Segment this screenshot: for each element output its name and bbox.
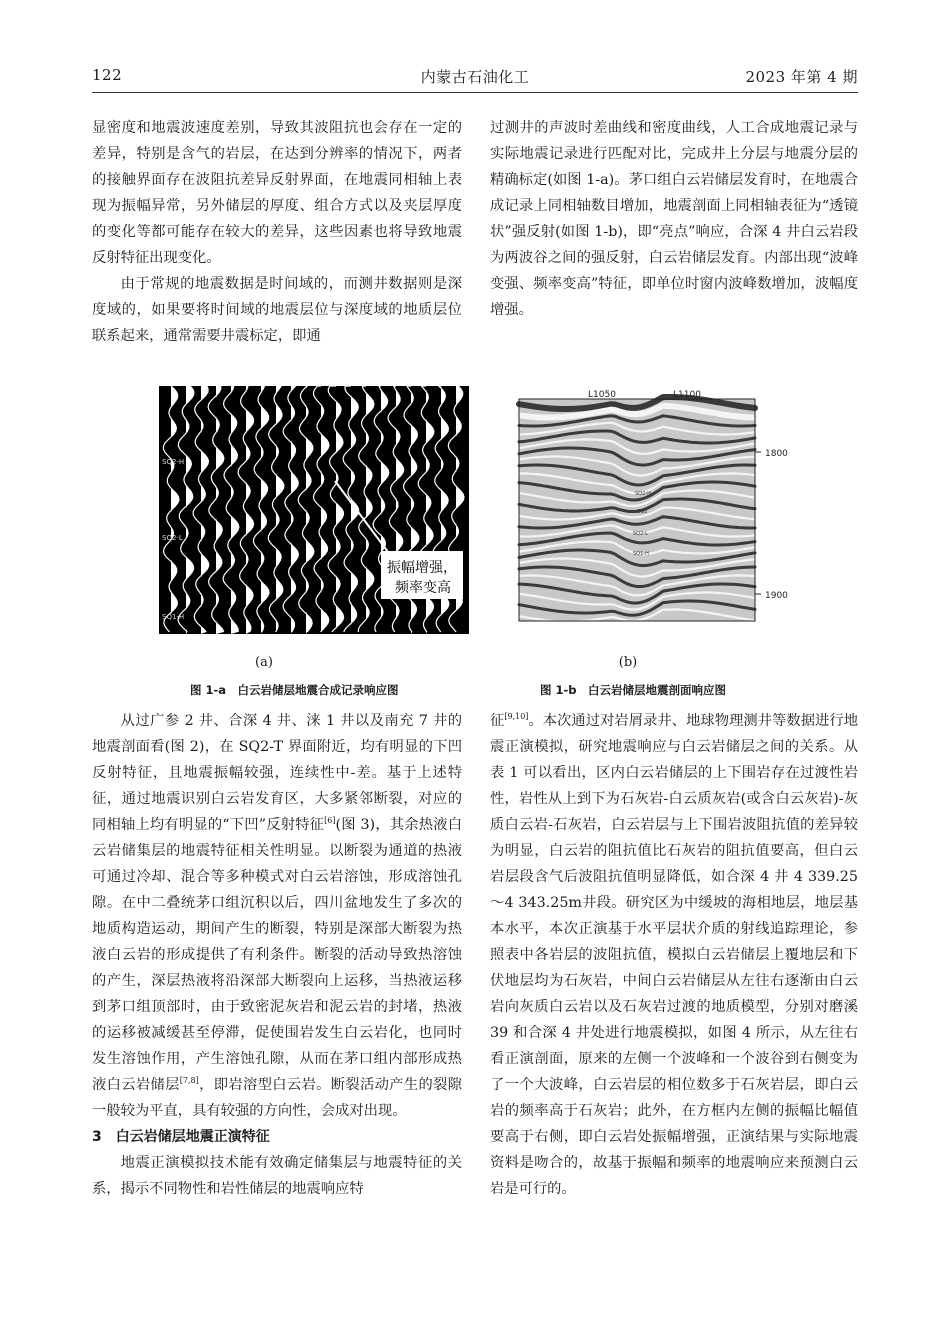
paragraph: 显密度和地震波速度差别，导致其波阻抗也会存在一定的差异，特别是含气的岩层，在达到分辨率的情况下，两者的接触界面存在波阻抗差异反射界面，在地震同相轴上表现为振幅异常，另外储层的厚度、组合方式以及夹层厚度的变化等都可能存在较大的差异，这些因素也将导致地震反射特征出现变化。: [92, 120, 462, 266]
bottom-right-column: [490, 708, 858, 1202]
figure-1a-sublabel: (a): [255, 655, 273, 670]
bottom-left-column: [92, 708, 462, 1202]
horizon-label: SQ1-H: [162, 613, 185, 621]
horizon-label: SQ2-L: [162, 534, 183, 542]
citation: [6]: [324, 816, 336, 826]
section-heading: 3 白云岩储层地震正演特征: [92, 1129, 270, 1145]
figure-1b-sublabel: (b): [618, 655, 638, 670]
header-rule: [92, 92, 858, 93]
issue-label: 2023 年第 4 期: [745, 68, 858, 86]
paragraph: 过测井的声波时差曲线和密度曲线，人工合成地震记录与实际地震记录进行匹配对比，完成井上分层与地震分层的精确标定(如图 1-a)。茅口组白云岩储层发育时，在地震合成记录上同相轴数目增加，地震剖面上同相轴表征为“透镜状”强反射(如图 1-b)，即“亮点”响应，合深 4 井白云岩段为两波谷之间的强反射，白云岩储层发育。内部出现“波峰变强、频率变高”特征，即单位时窗内波峰数增加，波幅度增强。: [490, 120, 858, 318]
horizon-label: SQ2-H: [162, 458, 185, 466]
citation: [9,10]: [504, 712, 529, 722]
journal-title: 内蒙古石油化工: [420, 68, 530, 86]
horizon-label: SQ2-L: [633, 531, 648, 537]
citation: [7,8]: [179, 1076, 199, 1086]
figure-1b-caption: 图 1-b 白云岩储层地震剖面响应图: [540, 683, 727, 697]
seismic-section-image: [513, 389, 798, 627]
top-left-column: [92, 115, 462, 349]
figure-1a: [159, 386, 469, 634]
horizon-label: SQ2-H: [635, 491, 651, 497]
line-label: L1050: [588, 390, 616, 400]
synthetic-seismogram-image: [159, 386, 469, 634]
top-right-column: [490, 115, 858, 323]
annotation-line: 振幅增强，: [387, 560, 457, 576]
time-label: 1900: [765, 591, 788, 601]
figure-1a-caption: 图 1-a 白云岩储层地震合成记录响应图: [190, 683, 399, 697]
horizon-label: SQ1-H: [633, 551, 649, 557]
paragraph: 由于常规的地震数据是时间域的，而测井数据则是深度域的，如果要将时间域的地震层位与深度域的地质层位联系起来，通常需要井震标定，即通: [92, 276, 462, 344]
figure-1b: [513, 389, 798, 627]
annotation-line: 频率变高: [395, 580, 451, 596]
page-number: 122: [92, 66, 123, 84]
paragraph: 从过广参 2 井、合深 4 井、涞 1 井以及南充 7 井的地震剖面看(图 2)，在 SQ2-T 界面附近，均有明显的下凹反射特征，且地震振幅较强，连续性中-差。基于上述特征，通过地震识别白云岩发育区，大多紧邻断裂，对应的同相轴上均有明显的“下凹”反射特征[6](图 3)，其余热液白云岩储集层的地震特征相关性明显。以断裂为通道的热液可通过冷却、混合等多种模式对白云岩溶蚀，形成溶蚀孔隙。在中二叠统茅口组沉积以后，四川盆地发生了多次的地质构造运动，期间产生的断裂，特别是深部大断裂为热液白云岩的形成提供了有利条件。断裂的活动导致热溶蚀的产生，深层热液将沿深部大断裂向上运移，当热液运移到茅口组顶部时，由于致密泥灰岩和泥云岩的封堵，热液的运移被减缓甚至停滞，促使围岩发生白云岩化，也同时发生溶蚀作用，产生溶蚀孔隙，从而在茅口组内部形成热液白云岩储层[7,8]，即岩溶型白云岩。断裂活动产生的裂隙一般较为平直，具有较强的方向性，会成对出现。: [92, 713, 463, 1119]
paragraph: 地震正演模拟技术能有效确定储集层与地震特征的关系，揭示不同物性和岩性储层的地震响应特: [92, 1155, 462, 1197]
line-label: L1100: [673, 390, 701, 400]
horizon-label: SQ2: [637, 509, 648, 515]
paragraph: 征[9,10]。本次通过对岩屑录井、地球物理测井等数据进行地震正演模拟，研究地震响应与白云岩储层之间的关系。从表 1 可以看出，区内白云岩储层的上下围岩存在过渡性岩性，岩性从上到下为石灰岩-白云质灰岩(或含白云灰岩)-灰质白云岩-石灰岩，白云岩层与上下围岩波阻抗值的差异较为明显，白云岩的阻抗值比石灰岩的阻抗值要高，但白云岩层段含气后波阻抗值明显降低，如合深 4 井 4 339.25～4 343.25m井段。研究区为中缓坡的海相地层，地层基本水平，本次正演基于水平层状介质的射线追踪理论，参照表中各岩层的波阻抗值，模拟白云岩储层上覆地层和下伏地层均为石灰岩，中间白云岩储层从左往右逐渐由白云岩向灰质白云岩以及石灰岩过渡的地质模型，分别对磨溪 39 和合深 4 井处进行地震模拟，如图 4 所示，从左往右看正演剖面，原来的左侧一个波峰和一个波谷到右侧变为了一个大波峰，白云岩层的相位数多于石灰岩层，即白云岩的频率高于石灰岩；此外，在方框内左侧的振幅比幅值要高于右侧，即白云岩处振幅增强，正演结果与实际地震资料是吻合的，故基于振幅和频率的地震响应来预测白云岩是可行的。: [490, 712, 859, 1197]
time-label: 1800: [765, 449, 788, 459]
